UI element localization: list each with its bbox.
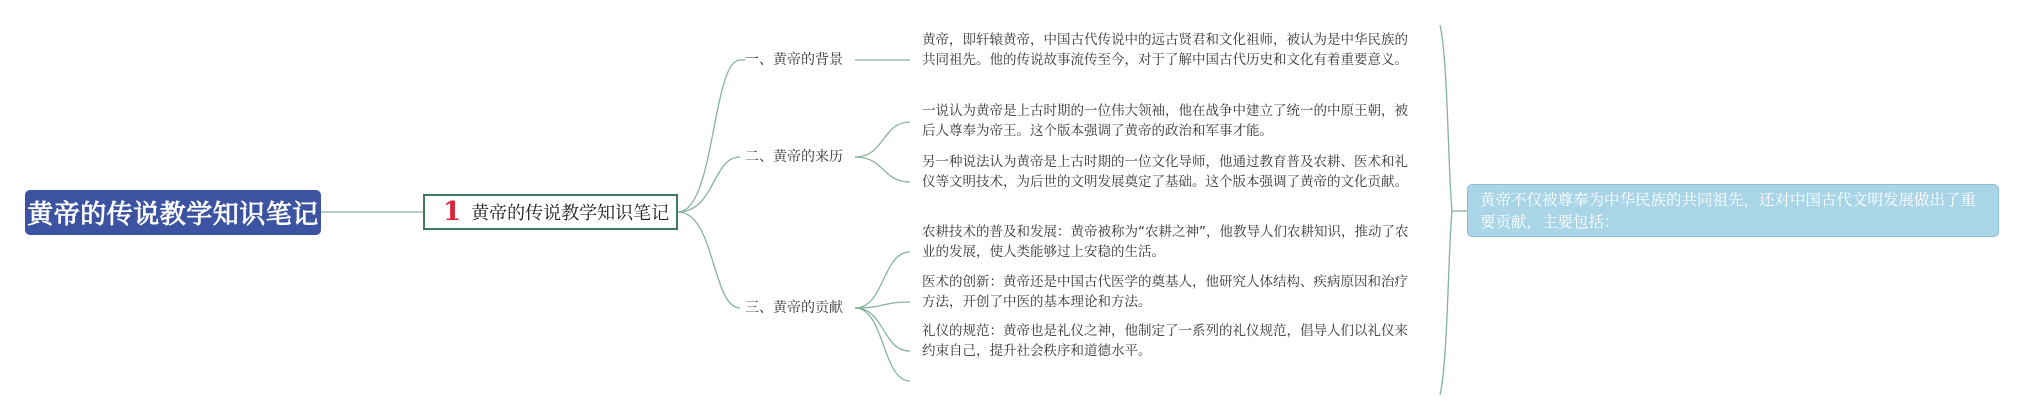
link-branch-3-stub <box>855 308 910 381</box>
summary-bracket <box>1440 25 1452 395</box>
link-branch-3-leaf-2 <box>855 302 910 308</box>
leaf-contribution-3[interactable]: 礼仪的规范：黄帝也是礼仪之神，他制定了一系列的礼仪规范，倡导人们以礼仪来约束自己，提升社会秩序和道德水平。 <box>922 323 1408 359</box>
branch-contribution[interactable] <box>745 299 843 317</box>
branch-origin[interactable] <box>745 148 843 166</box>
main-topic-label: 黄帝的传说教学知识笔记 <box>471 203 670 224</box>
leaf-origin-2[interactable]: 另一种说法认为黄帝是上古时期的一位文化导师，他通过教育普及农耕、医术和礼仪等文明技术，为后世的文明发展奠定了基础。这个版本强调了黄帝的文化贡献。 <box>922 154 1408 190</box>
branch-label: 三、黄帝的贡献 <box>745 300 843 316</box>
link-branch-2-leaf-2 <box>855 157 910 182</box>
link-main-branch-3 <box>678 212 740 308</box>
main-topic[interactable] <box>423 194 678 230</box>
topic-number-badge: 1 <box>443 197 462 227</box>
branch-background[interactable] <box>745 51 843 69</box>
summary-callout[interactable] <box>1467 184 1999 237</box>
summary-text: 黄帝不仅被尊奉为中华民族的共同祖先，还对中国古代文明发展做出了重要贡献，主要包括： <box>1480 191 1977 231</box>
leaf-origin-1[interactable]: 一说认为黄帝是上古时期的一位伟大领袖，他在战争中建立了统一的中原王朝，被后人尊奉为帝王。这个版本强调了黄帝的政治和军事才能。 <box>922 103 1408 139</box>
leaf-contribution-1[interactable]: 农耕技术的普及和发展：黄帝被称为“农耕之神”，他教导人们农耕知识，推动了农业的发展，使人类能够过上安稳的生活。 <box>922 224 1409 260</box>
branch-label: 一、黄帝的背景 <box>745 52 843 68</box>
root-title: 黄帝的传说教学知识笔记 <box>27 200 319 230</box>
branch-label: 二、黄帝的来历 <box>745 149 843 165</box>
leaf-contribution-2[interactable]: 医术的创新：黄帝还是中国古代医学的奠基人，他研究人体结构、疾病原因和治疗方法，开创了中医的基本理论和方法。 <box>922 274 1408 310</box>
root-topic[interactable] <box>25 190 321 235</box>
link-branch-3-leaf-3 <box>855 308 910 351</box>
link-main-branch-2 <box>678 157 740 212</box>
link-branch-3-leaf-1 <box>855 252 910 308</box>
link-branch-2-leaf-1 <box>855 122 910 157</box>
leaf-background-1[interactable]: 黄帝，即轩辕黄帝，中国古代传说中的远古贤君和文化祖师，被认为是中华民族的共同祖先。他的传说故事流传至今，对于了解中国古代历史和文化有着重要意义。 <box>922 32 1408 68</box>
